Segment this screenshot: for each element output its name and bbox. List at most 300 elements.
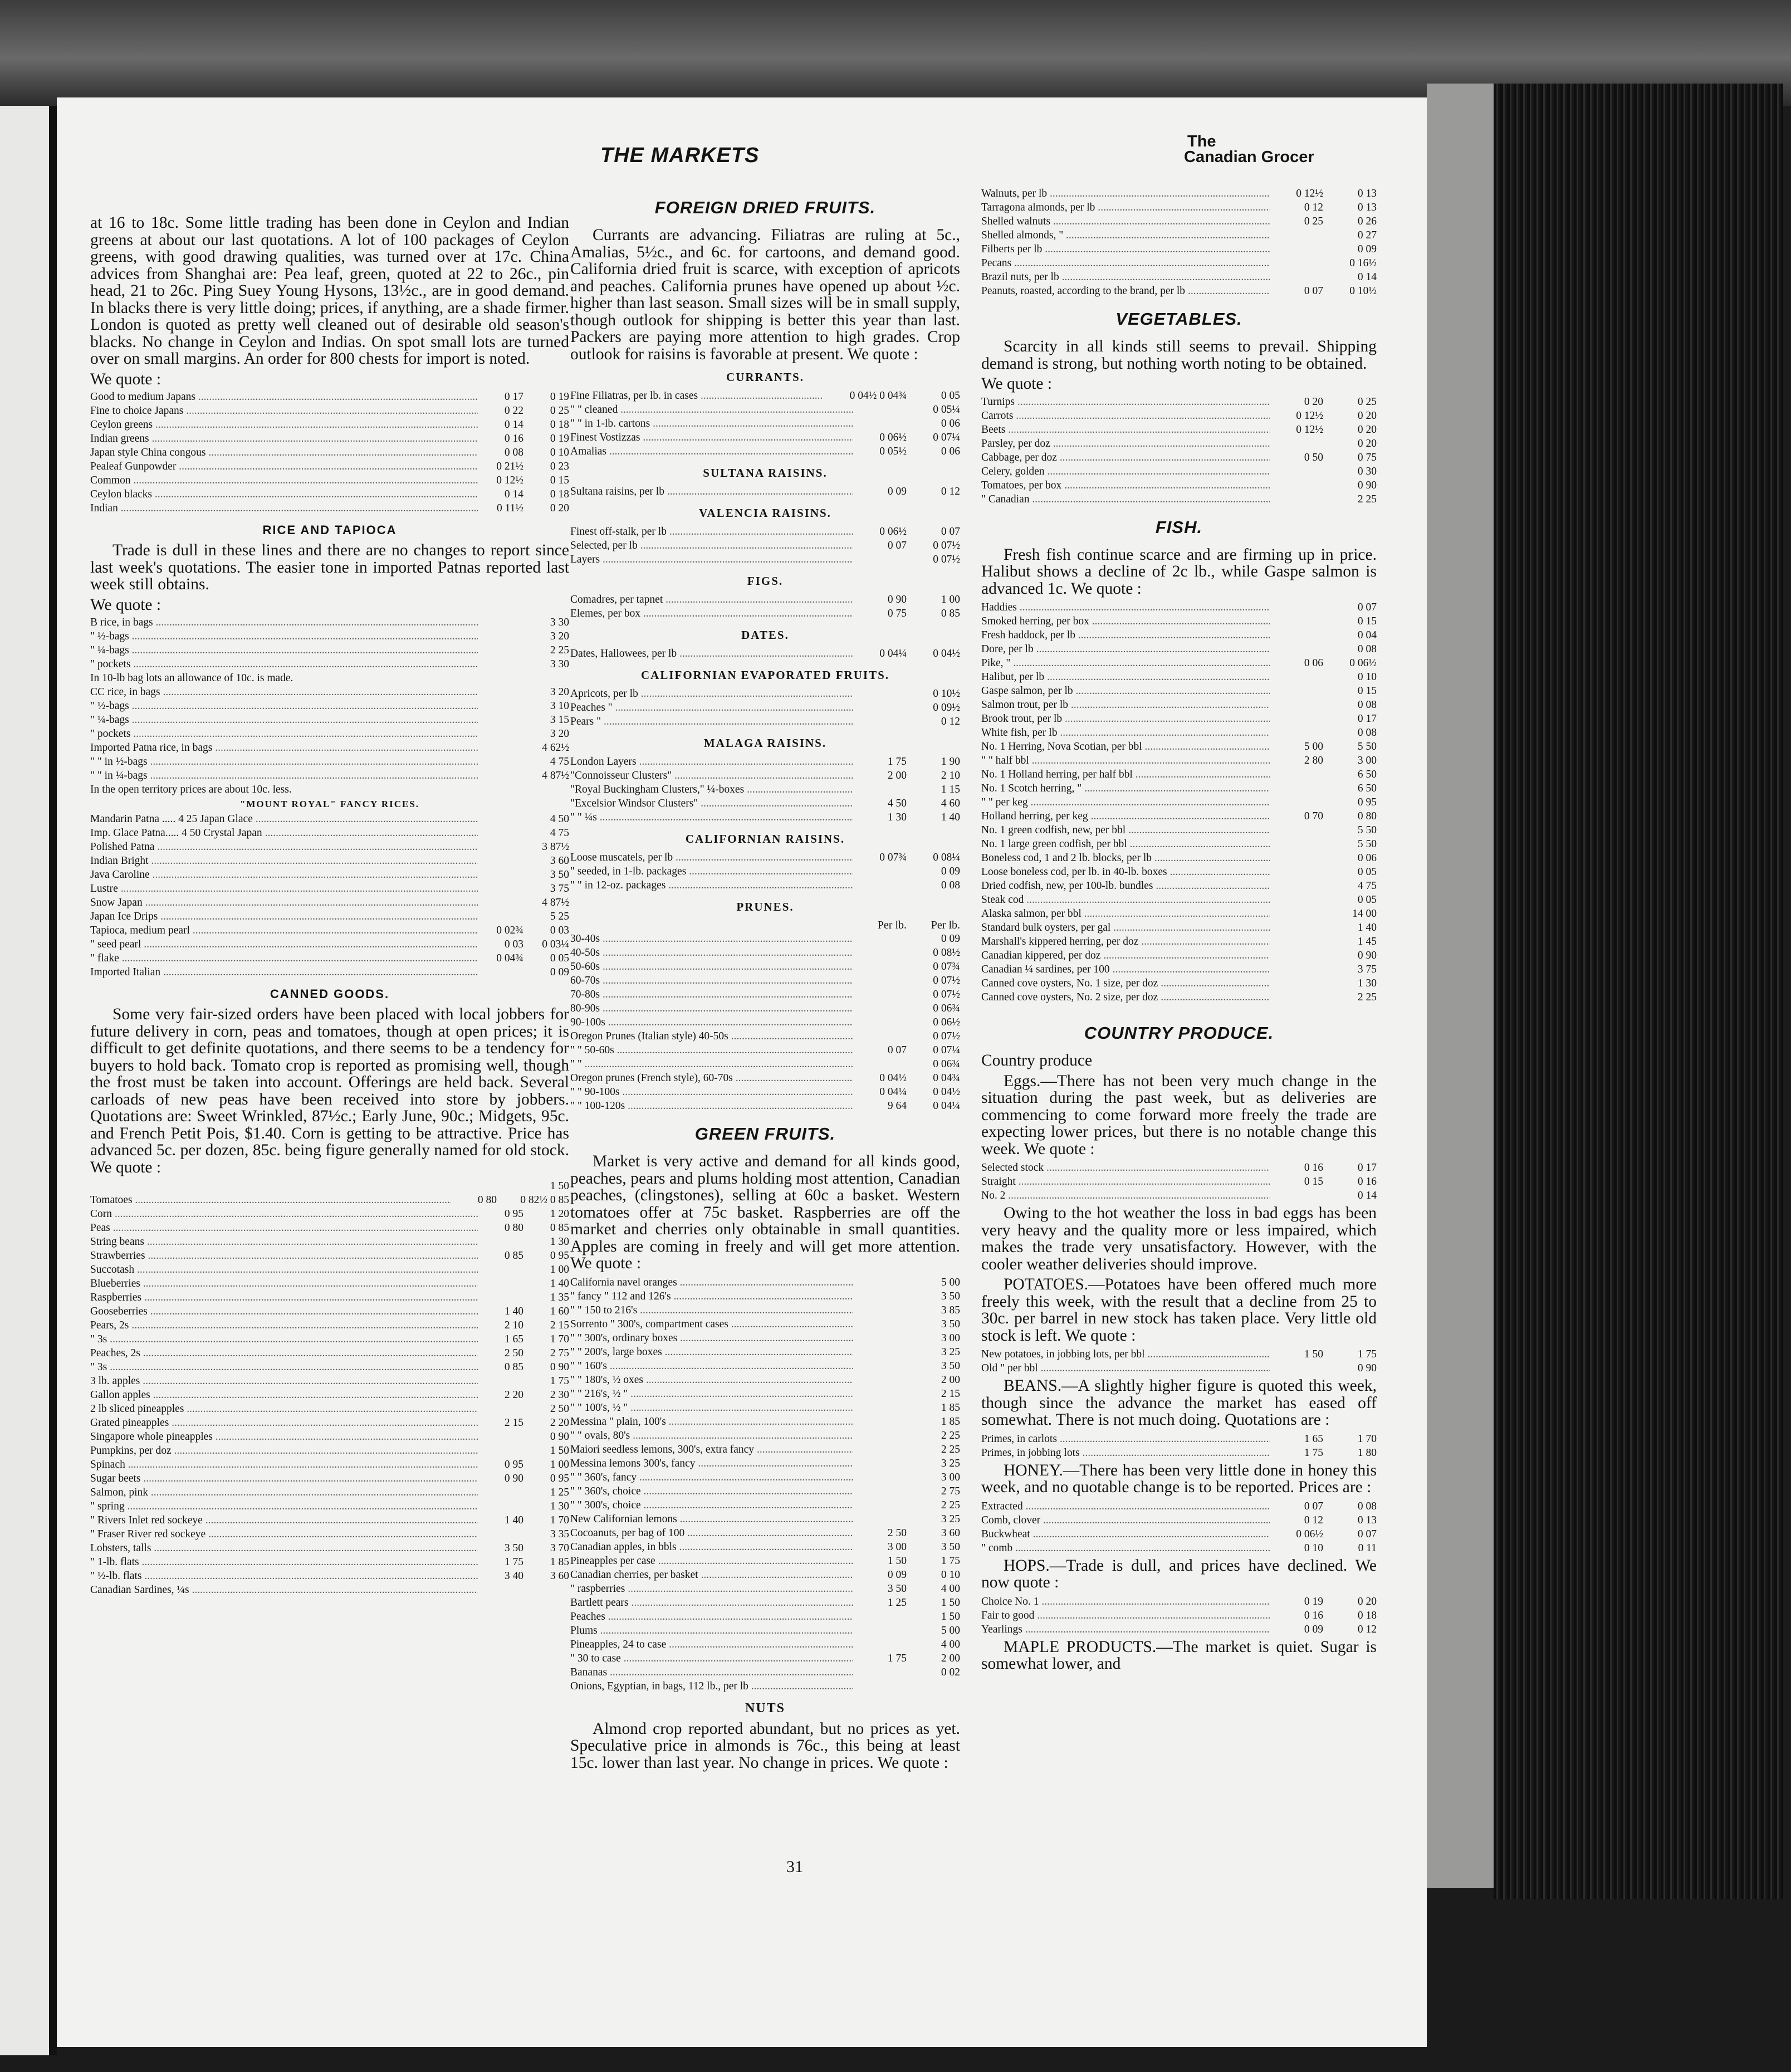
price-low: 0 16 (1304, 1162, 1323, 1174)
price-high: 0 03¼ (542, 939, 569, 950)
price-row-label: Mandarin Patna ..... 4 25 Japan Glace ..... (90, 812, 478, 826)
price-row-label: New potatoes, in jobbing lots, per bbl ..... (981, 1347, 1270, 1361)
price-row-label: Canned cove oysters, No. 2 size, per doz ..... (981, 990, 1270, 1004)
price-row-label: Good to medium Japans ..... (90, 390, 478, 404)
price-low: 2 20 (504, 1389, 523, 1401)
price-row-label: Cocoanuts, per bag of 100 ..... (570, 1526, 853, 1540)
price-low (1270, 726, 1323, 740)
price-high: 0 85 (550, 1222, 569, 1234)
price-row-label: Finest off-stalk, per lb ..... (570, 525, 853, 539)
price-low (1270, 698, 1323, 712)
price-row (570, 1429, 960, 1443)
price-row (981, 1347, 1377, 1361)
price-row (981, 879, 1377, 893)
price-low: 0 05½ (879, 446, 907, 457)
price-high: 1 35 (550, 1292, 569, 1303)
price-high: 0 13 (1357, 1514, 1377, 1526)
rice-heading: RICE AND TAPIOCA (262, 523, 397, 537)
price-low: 0 12 (1304, 1514, 1323, 1526)
price-row (570, 1526, 960, 1540)
price-low (853, 1345, 907, 1359)
price-row-label: California navel oranges ..... (570, 1276, 853, 1289)
price-high: 4 87½ (542, 770, 569, 781)
price-row-label: No. 1 Herring, Nova Scotian, per bbl ..... (981, 740, 1270, 754)
price-high: 0 20 (1357, 423, 1377, 436)
price-low: 1 40 (504, 1514, 523, 1526)
price-high: 3 30 (550, 617, 569, 628)
price-high: 1 15 (941, 784, 960, 795)
price-row-label: Ceylon blacks ..... (90, 487, 478, 501)
price-row-label: Layers ..... (570, 553, 853, 566)
prunes-column-header: Per lb. Per lb. (877, 919, 960, 931)
price-low: 0 11½ (496, 502, 523, 514)
price-row (570, 960, 960, 974)
figs-heading: FIGS. (747, 574, 784, 588)
page-number: 31 (786, 1858, 803, 1876)
price-row (981, 935, 1377, 949)
figs-price-list (570, 593, 960, 620)
price-row (981, 242, 1377, 256)
price-high: 2 25 (941, 1429, 960, 1441)
price-row (570, 647, 960, 661)
fancy-rice-price-list (90, 812, 569, 979)
price-high (907, 1679, 960, 1693)
price-low: 0 06½ (879, 526, 907, 537)
price-row-label: " Rivers Inlet red sockeye ..... (90, 1513, 478, 1527)
price-row (570, 769, 960, 783)
price-high: 0 09 (1357, 243, 1377, 255)
price-row-label: Indian ..... (90, 501, 478, 515)
currants-heading: CURRANTS. (726, 370, 804, 384)
price-high: 0 18 (1357, 1609, 1377, 1621)
price-high: 3 20 (550, 728, 569, 740)
price-row (570, 607, 960, 620)
price-high: 4 50 (550, 813, 569, 825)
price-row-label: Pineapples, 24 to case ..... (570, 1638, 853, 1651)
price-low (478, 840, 523, 854)
valencia-heading: VALENCIA RAISINS. (699, 506, 831, 520)
price-high: 2 15 (550, 1320, 569, 1331)
price-low (1270, 921, 1323, 935)
price-high: 4 60 (941, 798, 960, 809)
price-high: 0 18 (550, 488, 569, 500)
price-low (853, 932, 907, 946)
price-row (570, 1015, 960, 1029)
nuts-heading: NUTS (745, 1700, 786, 1716)
price-high: 2 25 (1357, 991, 1377, 1003)
price-low (1270, 242, 1323, 256)
price-high: 0 08 (1357, 1500, 1377, 1512)
price-high: 1 00 (550, 1264, 569, 1276)
canned-goods-heading: CANNED GOODS. (270, 987, 390, 1001)
price-row (981, 1161, 1377, 1175)
price-high: 0 25 (550, 405, 569, 417)
price-high: 2 15 (941, 1387, 960, 1400)
price-high: 3 75 (550, 883, 569, 895)
price-low (478, 1291, 523, 1304)
price-high: 0 10 (941, 1568, 960, 1581)
price-row-label: Beets ..... (981, 423, 1270, 437)
price-low (853, 1498, 907, 1512)
price-row-label: Filberts per lb ..... (981, 242, 1270, 256)
price-low (1270, 437, 1323, 451)
price-row-label: Corn ..... (90, 1207, 478, 1221)
price-low: 0 12½ (1296, 188, 1323, 199)
price-high: 3 87½ (542, 841, 569, 853)
price-high: 5 25 (550, 911, 569, 922)
price-row (90, 446, 569, 460)
price-high: 4 75 (550, 827, 569, 839)
price-row-label: "Royal Buckingham Clusters," ¼-boxes ..... (570, 783, 853, 796)
price-high: 1 40 (1357, 922, 1377, 934)
price-low: 0 02¾ (496, 925, 523, 936)
price-row (981, 284, 1377, 298)
price-row-label: Sorrento " 300's, compartment cases ..... (570, 1317, 853, 1331)
beans-paragraph: BEANS.—A slightly higher figure is quoted this week, though since the advance the market has eased off somewhat. There is not much doing. Quotations are : (981, 1377, 1377, 1429)
price-row-label: Messina " plain, 100's ..... (570, 1415, 853, 1429)
price-low (853, 417, 907, 431)
price-row-label: No. 1 green codfish, new, per bbl ..... (981, 823, 1270, 837)
price-high: 1 60 (550, 1306, 569, 1317)
price-row-label: Singapore whole pineapples ..... (90, 1430, 478, 1444)
price-row (981, 1189, 1377, 1203)
price-row (570, 1401, 960, 1415)
price-high: 2 75 (941, 1485, 960, 1497)
price-row (981, 423, 1377, 437)
price-row-label: Marshall's kippered herring, per doz ..... (981, 935, 1270, 949)
price-row (981, 187, 1377, 201)
price-row (570, 1679, 960, 1693)
price-low (853, 1373, 907, 1387)
price-high: 2 20 (550, 1417, 569, 1429)
price-row (981, 893, 1377, 907)
price-high: 1 75 (550, 1375, 569, 1387)
price-high: 0 15 (550, 475, 569, 486)
green-fruits-heading: GREEN FRUITS. (694, 1124, 836, 1143)
price-row-label: Alaska salmon, per bbl ..... (981, 907, 1270, 921)
price-high: 3 20 (550, 686, 569, 698)
price-low (1270, 907, 1323, 921)
price-row-label: Fine Filiatras, per lb. in cases ..... (570, 389, 823, 403)
price-row-label: Onions, Egyptian, in bags, 112 lb., per lb ..... (570, 1679, 853, 1693)
price-row-label: Maiori seedless lemons, 300's, extra fancy ..... (570, 1443, 853, 1457)
price-row (570, 974, 960, 988)
price-row (90, 629, 569, 643)
price-row-label: Turnips ..... (981, 395, 1270, 409)
price-high: 0 06¾ (933, 1058, 960, 1070)
price-high: 1 70 (550, 1514, 569, 1526)
price-low (853, 1610, 907, 1624)
price-high: 0 19 (550, 433, 569, 444)
price-row (570, 1029, 960, 1043)
price-row (981, 256, 1377, 270)
price-low (1270, 1361, 1323, 1375)
price-row (570, 1512, 960, 1526)
price-low (853, 1289, 907, 1303)
price-high: 4 87½ (542, 897, 569, 908)
price-row-label: Standard bulk oysters, per gal ..... (981, 921, 1270, 935)
price-row (90, 643, 569, 657)
price-row (570, 851, 960, 864)
price-row-label: Holland herring, per keg ..... (981, 809, 1270, 823)
price-high: 1 70 (1357, 1433, 1377, 1445)
price-low: 1 75 (1304, 1447, 1323, 1459)
price-high: 0 90 (1357, 1362, 1377, 1374)
price-row (90, 741, 569, 755)
price-row-label: Amalias ..... (570, 444, 853, 458)
price-high: 0 04½ (933, 648, 960, 659)
price-low: 0 09 (887, 486, 907, 497)
price-row (90, 1249, 569, 1263)
price-high: 14 00 (1352, 908, 1377, 920)
price-row (570, 1596, 960, 1610)
price-low: 3 00 (887, 1541, 907, 1553)
price-row (570, 417, 960, 431)
price-row-label: " ½-bags ..... (90, 699, 478, 713)
price-high: 0 05 (1357, 894, 1377, 906)
price-high: 0 08¼ (933, 852, 960, 863)
price-row (981, 698, 1377, 712)
price-row-label: Shelled almonds, " ..... (981, 228, 1270, 242)
column-right (981, 187, 1377, 1676)
price-row-label: Fine to choice Japans ..... (90, 404, 478, 418)
price-high: 5 00 (941, 1624, 960, 1636)
price-row-label: Dore, per lb ..... (981, 642, 1270, 656)
price-low (478, 1277, 523, 1291)
price-low (478, 615, 523, 629)
price-row-label: Indian greens ..... (90, 432, 478, 446)
price-row-label: Tomatoes, per box ..... (981, 478, 1270, 492)
price-high: 1 40 (550, 1278, 569, 1289)
page-gutter (49, 106, 57, 2055)
price-low (1270, 879, 1323, 893)
price-row-label: Dates, Hallowees, per lb ..... (570, 647, 853, 661)
price-row (90, 1430, 569, 1444)
price-row-label: Haddies ..... (981, 600, 1270, 614)
price-high: 0 20 (1357, 1595, 1377, 1607)
price-high: 1 50 (941, 1596, 960, 1609)
price-row-label: Raspberries ..... (90, 1291, 478, 1304)
price-row (981, 990, 1377, 1004)
price-high: 0 13 (1357, 188, 1377, 199)
price-row (90, 1291, 569, 1304)
price-row (570, 553, 960, 566)
price-row-label: Grated pineapples ..... (90, 1416, 478, 1430)
price-low: 0 08 (504, 447, 523, 458)
price-high: 0 12 (1357, 1623, 1377, 1635)
price-row-label: " " in 12-oz. packages ..... (570, 878, 853, 892)
price-row-label: Strawberries ..... (90, 1249, 478, 1263)
price-row (90, 418, 569, 432)
price-row-label: Canned cove oysters, No. 1 size, per doz ..... (981, 976, 1270, 990)
price-row-label: London Layers ..... (570, 755, 853, 769)
price-low (1270, 976, 1323, 990)
price-high: 0 11 (1358, 1542, 1377, 1554)
price-high: 0 07½ (933, 554, 960, 565)
price-row (90, 1527, 569, 1541)
price-row (90, 868, 569, 882)
price-low: 3 50 (887, 1582, 907, 1595)
price-low (478, 826, 523, 840)
price-row-label: " " 50-60s ..... (570, 1043, 853, 1057)
price-low: 0 19 (1304, 1595, 1323, 1607)
price-row-label: Buckwheat ..... (981, 1527, 1270, 1541)
price-low (478, 727, 523, 741)
price-high: 3 60 (550, 1570, 569, 1582)
price-low (853, 783, 907, 796)
price-row-label: Choice No. 1 ..... (981, 1595, 1270, 1609)
price-low: 2 10 (504, 1320, 523, 1331)
price-row (90, 1207, 569, 1221)
price-high: 0 08 (1357, 643, 1377, 655)
price-high: 3 25 (941, 1513, 960, 1525)
price-low: 2 50 (887, 1527, 907, 1539)
price-row (981, 851, 1377, 865)
price-row (90, 404, 569, 418)
price-row-label: " ½-bags ..... (90, 629, 478, 643)
price-low: 0 03 (504, 939, 523, 950)
price-row (981, 478, 1377, 492)
price-low (478, 1179, 523, 1193)
price-high: 6 50 (1357, 769, 1377, 780)
price-high: 2 25 (1357, 493, 1377, 505)
price-row-label: No. 2 ..... (981, 1189, 1270, 1203)
price-row-label: Tapioca, medium pearl ..... (90, 923, 478, 937)
price-row (570, 1470, 960, 1484)
price-row (570, 525, 960, 539)
cal-raisins-heading: CALIFORNIAN RAISINS. (685, 832, 845, 846)
price-low: 0 04¾ (496, 952, 523, 964)
price-high: 3 10 (550, 700, 569, 712)
price-low (1270, 684, 1323, 698)
price-high: 0 06¾ (933, 1003, 960, 1014)
price-low: 3 50 (504, 1542, 523, 1554)
price-row-label: Pumpkins, per doz ..... (90, 1444, 478, 1458)
price-row (90, 1193, 569, 1207)
price-high: 3 50 (941, 1541, 960, 1553)
price-row-label: String beans ..... (90, 1235, 478, 1249)
price-row (981, 865, 1377, 879)
hops-price-list (981, 1595, 1377, 1636)
price-row-label: In 10-lb bag lots an allowance of 10c. is made. (90, 672, 293, 684)
price-row-label: No. 1 large green codfish, per bbl ..... (981, 837, 1270, 851)
rice-price-list (90, 615, 569, 796)
price-row (90, 1346, 569, 1360)
price-low (478, 910, 523, 923)
price-low: 2 00 (887, 770, 907, 781)
price-low (478, 812, 523, 826)
price-row (981, 395, 1377, 409)
price-row-label: Halibut, per lb ..... (981, 670, 1270, 684)
price-low: 0 14 (504, 419, 523, 431)
price-low: 0 22 (504, 405, 523, 417)
price-high: 0 05 (941, 390, 960, 402)
price-row (90, 854, 569, 868)
price-high: 0 09½ (933, 702, 960, 714)
price-high: 3 00 (941, 1332, 960, 1344)
price-low (853, 1512, 907, 1526)
price-row (90, 727, 569, 741)
price-row-label: " " 90-100s ..... (570, 1085, 853, 1099)
price-high: 1 75 (1357, 1348, 1377, 1360)
green-fruits-price-list (570, 1276, 960, 1693)
price-high: 1 85 (941, 1415, 960, 1428)
price-row-label: Canadian Sardines, ¼s ..... (90, 1583, 478, 1597)
price-high: 1 70 (550, 1333, 569, 1345)
price-row-label: Pealeaf Gunpowder ..... (90, 460, 478, 473)
price-row-label: Sugar beets ..... (90, 1472, 478, 1485)
price-high: 0 17 (1357, 1162, 1377, 1174)
price-low (853, 1401, 907, 1415)
price-row (981, 684, 1377, 698)
price-row-label (90, 1179, 478, 1193)
price-row-label: Imp. Glace Patna..... 4 50 Crystal Japan ..... (90, 826, 478, 840)
price-low: 1 75 (887, 1652, 907, 1664)
price-low: 0 12½ (1296, 409, 1323, 422)
hops-paragraph: HOPS.—Trade is dull, and prices have declined. We now quote : (981, 1556, 1377, 1591)
price-row-label: Selected stock ..... (981, 1161, 1270, 1175)
price-low (853, 1317, 907, 1331)
price-row-label: Carrots ..... (981, 409, 1270, 423)
price-high: 0 07¾ (933, 961, 960, 973)
price-high: 0 06 (941, 446, 960, 457)
price-row-label: " Canadian ..... (981, 492, 1270, 506)
price-high: 0 80 (1357, 810, 1377, 822)
price-row (981, 492, 1377, 506)
price-row-label: Messina lemons 300's, fancy ..... (570, 1457, 853, 1470)
price-row-label: No. 1 Holland herring, per half bbl ..... (981, 768, 1270, 781)
nuts-price-list (981, 187, 1377, 298)
nuts-paragraph: Almond crop reported abundant, but no prices as yet. Speculative price in almonds is 76c., this being at least 15c. lower than last year. No change in prices. We quote : (570, 1719, 960, 1772)
price-low: 0 14 (504, 488, 523, 500)
price-row (90, 951, 569, 965)
price-low (853, 1470, 907, 1484)
price-low (478, 769, 523, 783)
price-row (981, 823, 1377, 837)
price-high: 0 10 (1357, 671, 1377, 683)
price-row-label: Lustre ..... (90, 882, 478, 896)
price-low (478, 1583, 523, 1597)
rice-paragraph: Trade is dull in these lines and there are no changes to report since last week's quotations. The easier tone in imported Patnas reported last week still obtains. (90, 541, 569, 593)
price-high: 0 19 (550, 391, 569, 403)
price-row (570, 1345, 960, 1359)
price-row (981, 809, 1377, 823)
price-row (570, 1415, 960, 1429)
price-high: 0 20 (1357, 409, 1377, 422)
price-low (1270, 949, 1323, 962)
price-low (853, 1303, 907, 1317)
price-high: 5 50 (1357, 741, 1377, 752)
price-row-label: Indian Bright ..... (90, 854, 478, 868)
price-row-label: Yearlings ..... (981, 1623, 1270, 1636)
price-low (478, 643, 523, 657)
price-row (981, 976, 1377, 990)
price-low (478, 1527, 523, 1541)
price-row (570, 1276, 960, 1289)
price-low (1270, 270, 1323, 284)
price-low (853, 1624, 907, 1638)
price-row (570, 1043, 960, 1057)
price-low (478, 1263, 523, 1277)
price-low (478, 868, 523, 882)
price-low (1270, 865, 1323, 879)
price-low (853, 1276, 907, 1289)
price-row-label: " ½-lb. flats ..... (90, 1569, 478, 1583)
price-row (90, 1458, 569, 1472)
price-low (853, 864, 907, 878)
rice-quote-label: We quote : (90, 595, 162, 614)
price-row-label: Oregon Prunes (Italian style) 40-50s ..... (570, 1029, 853, 1043)
